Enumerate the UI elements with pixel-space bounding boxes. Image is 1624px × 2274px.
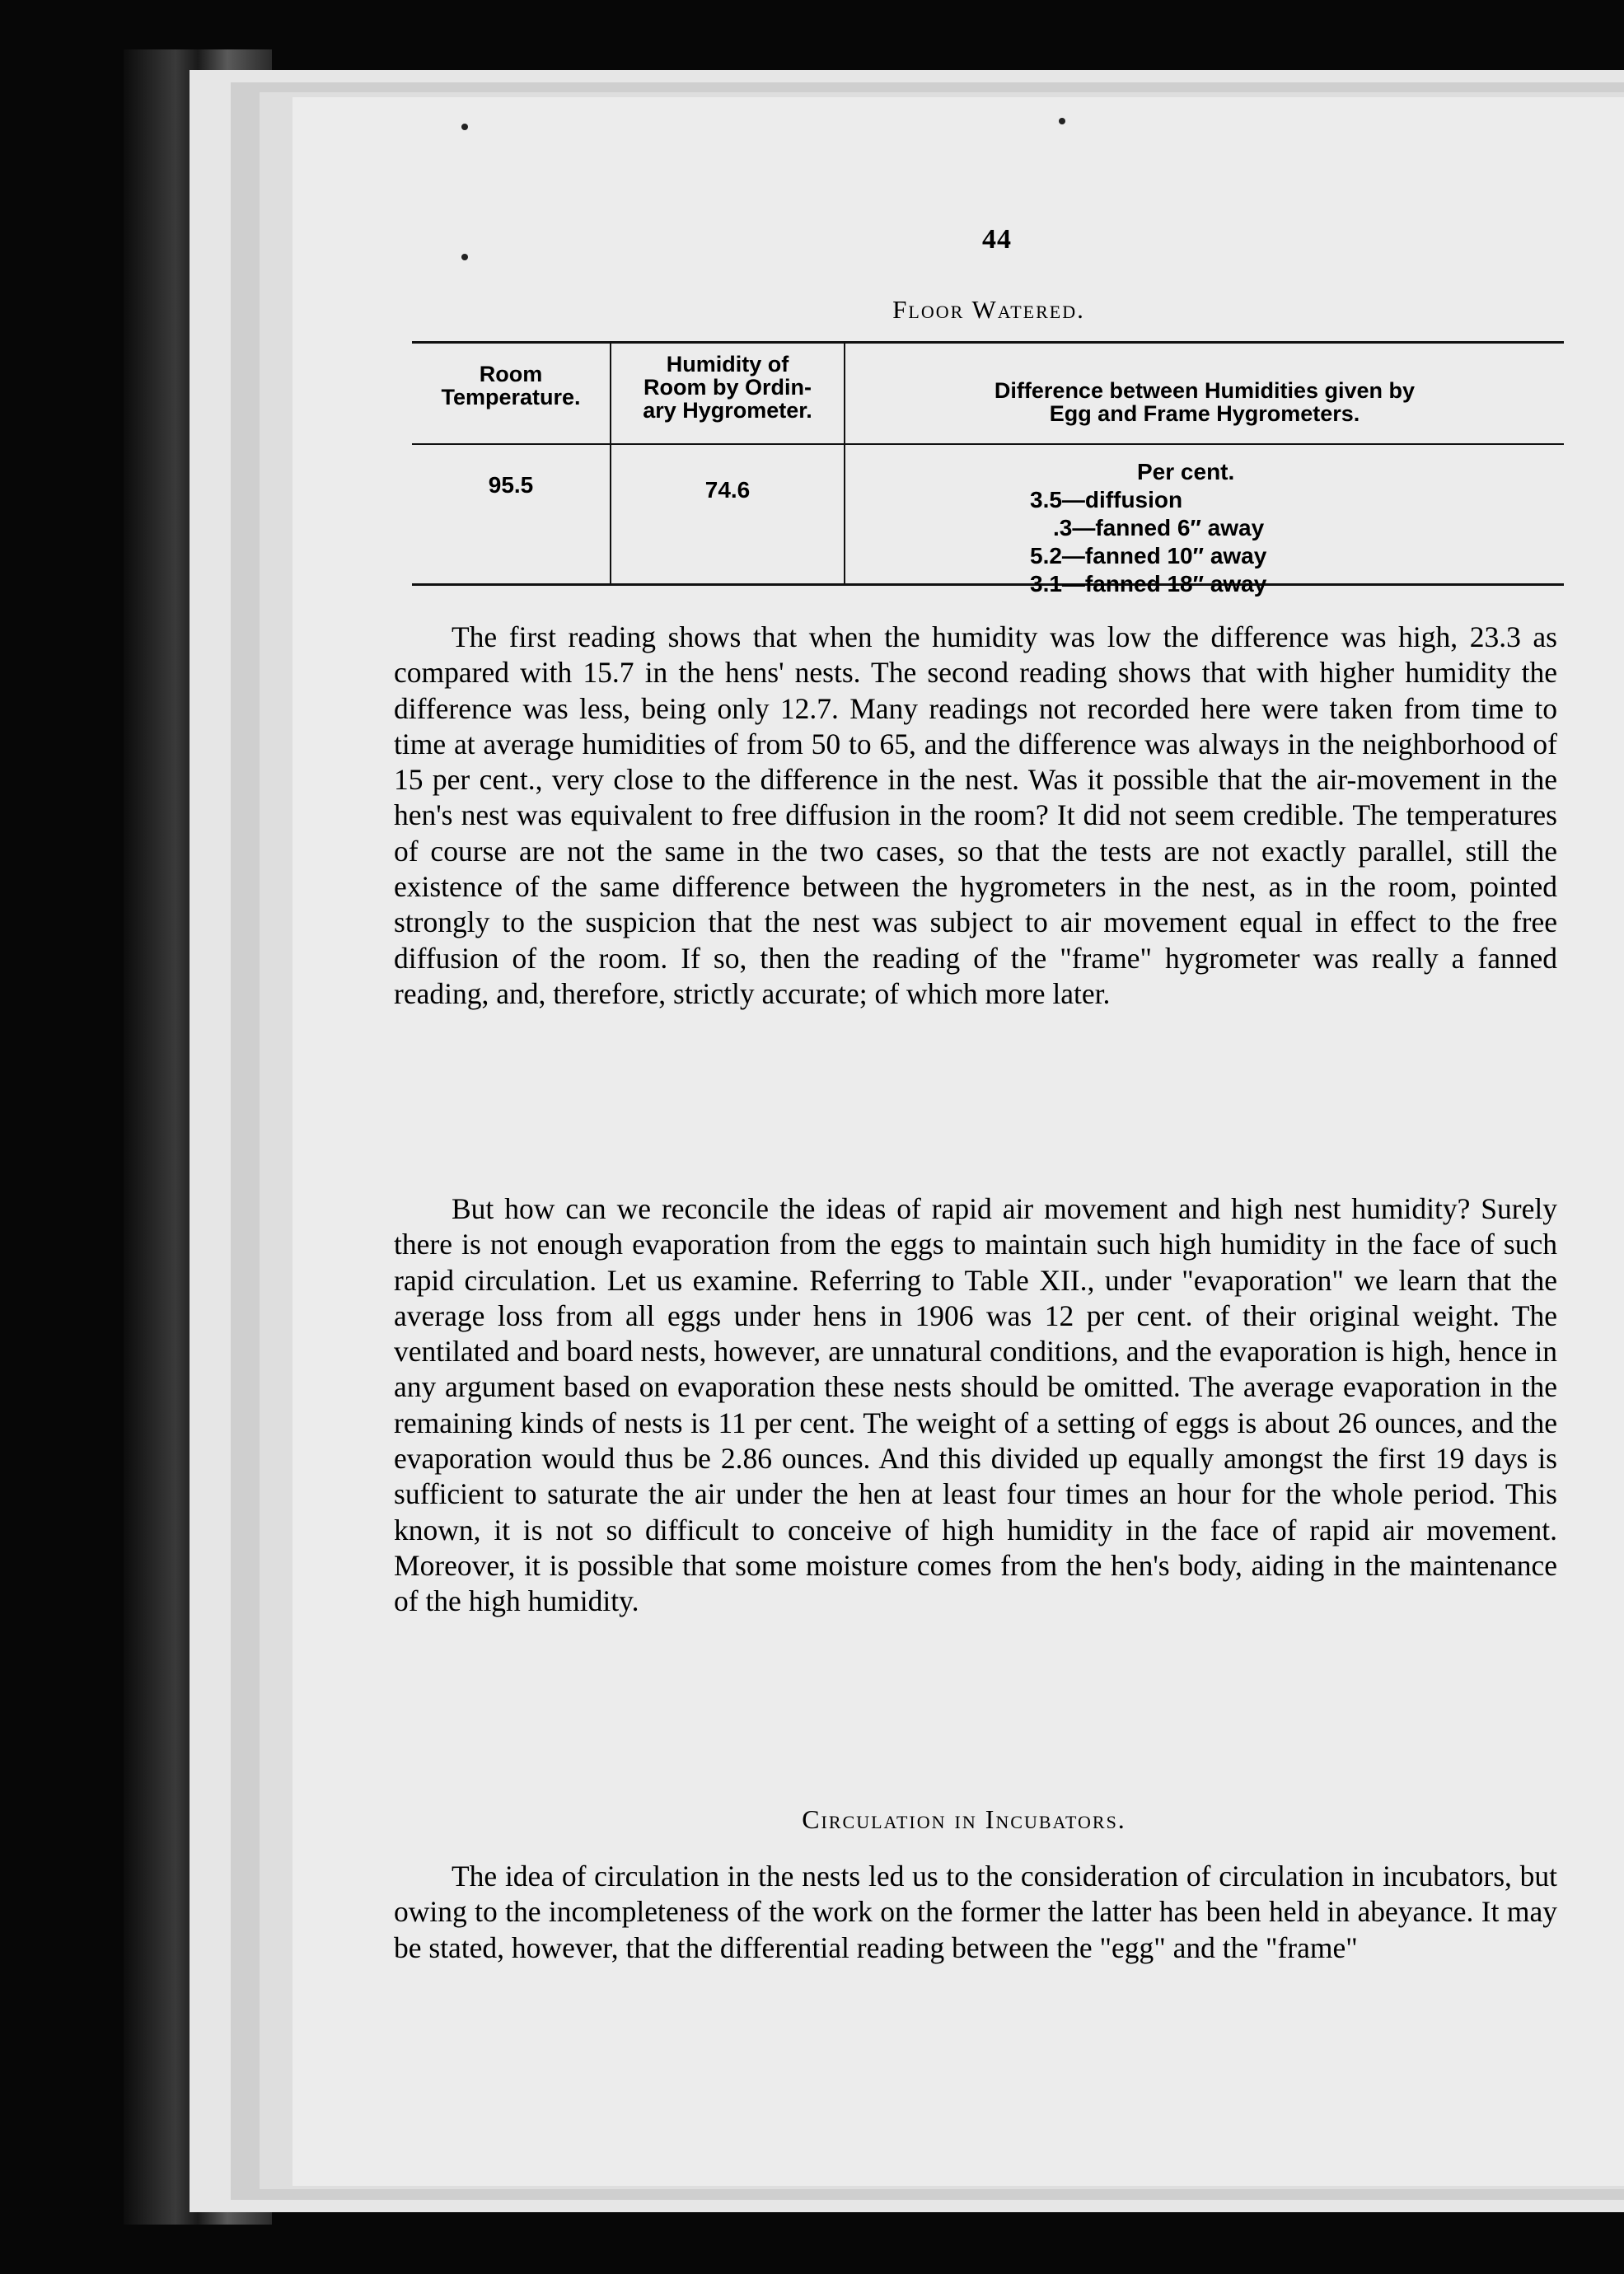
body-paragraph-2: But how can we reconcile the ideas of rapid air movement and high nest humidity? Surely there is not enough evaporation from the eggs to maintain such high humidity in the face of such rapid circulation. Let us examine. Referring to Table XII., under "evaporation" we learn that the average loss from all eggs under hens in 1906 was 12 per cent. of their original weight. The ventilated and board nests, however, are unnatural conditions, and the evaporation is high, hence in any argument based on evaporation these nests should be omitted. The average evaporation in the remaining kinds of nests is 11 per cent. The weight of a setting of eggs is about 26 ounces, and the evaporation would thus be 2.86 ounces. And this divided up equally amongst the first 19 days is sufficient to saturate the air under the hen at least four times an hour for the whole period. This known, it is not so difficult to conceive of high humidity in the face of rapid air movement. Moreover, it is possible that some moisture comes from the hen's body, aiding in the maintenance of the high humidity. — [394, 1192, 1557, 1618]
section-heading: Circulation in Incubators. — [802, 1804, 1126, 1834]
scan-speck — [461, 124, 468, 130]
scan-speck — [1059, 118, 1065, 124]
header-room-temperature: Room Temperature. — [441, 362, 581, 409]
header-difference: Difference between Humidities given by Egg and Frame Hygrometers. — [994, 378, 1416, 426]
difference-value: .3—fanned 6″ away — [1053, 515, 1265, 540]
table-top-rule — [412, 341, 1564, 344]
cell-humidity: 74.6 — [704, 477, 751, 503]
page-number: 44 — [982, 224, 1012, 255]
table-caption: Floor Watered. — [892, 295, 1085, 324]
cell-difference — [1030, 458, 1425, 598]
section-paragraph: The idea of circulation in the nests led us to the consideration of circulation in incubators, but owing to the incompleteness of the work on the former the latter has been held in abeyance. It may be stated, however, that the differential reading between the "egg" and the "frame" — [394, 1860, 1557, 1964]
body-paragraph-1: The first reading shows that when the humidity was low the difference was high, 23.3 as compared with 15.7 in the hens' nests. The second reading shows that with higher humidity the difference was less, being only 12.7. Many readings not recorded here were taken from time to time at average humidities of from 50 to 65, and the difference was always in the neighborhood of 15 per cent., very close to the difference in the nest. Was it possible that the air-movement in the hen's nest was equivalent to free diffusion in the room? It did not seem credible. The temperatures of course are not the same in the two cases, so that the tests are not exactly parallel, still the existence of the same difference between the hygrometers in the nest, as in the room, pointed strongly to the suspicion that the nest was subject to air movement equal in effect to the free diffusion of the room. If so, then the reading of the "frame" hygrometer was really a fanned reading, and, therefore, strictly accurate; of which more later. — [394, 620, 1557, 1010]
difference-value: 5.2—fanned 10″ away — [1030, 543, 1267, 568]
scan-speck — [461, 254, 468, 260]
difference-value: 3.1—fanned 18″ away — [1030, 571, 1267, 597]
header-humidity: Humidity of Room by Ordin- ary Hygrometer. — [643, 352, 812, 423]
difference-value: 3.5—diffusion — [1030, 487, 1183, 512]
table-header-rule — [412, 443, 1564, 445]
cell-room-temperature: 95.5 — [488, 472, 534, 498]
difference-unit: Per cent. — [1137, 459, 1235, 484]
